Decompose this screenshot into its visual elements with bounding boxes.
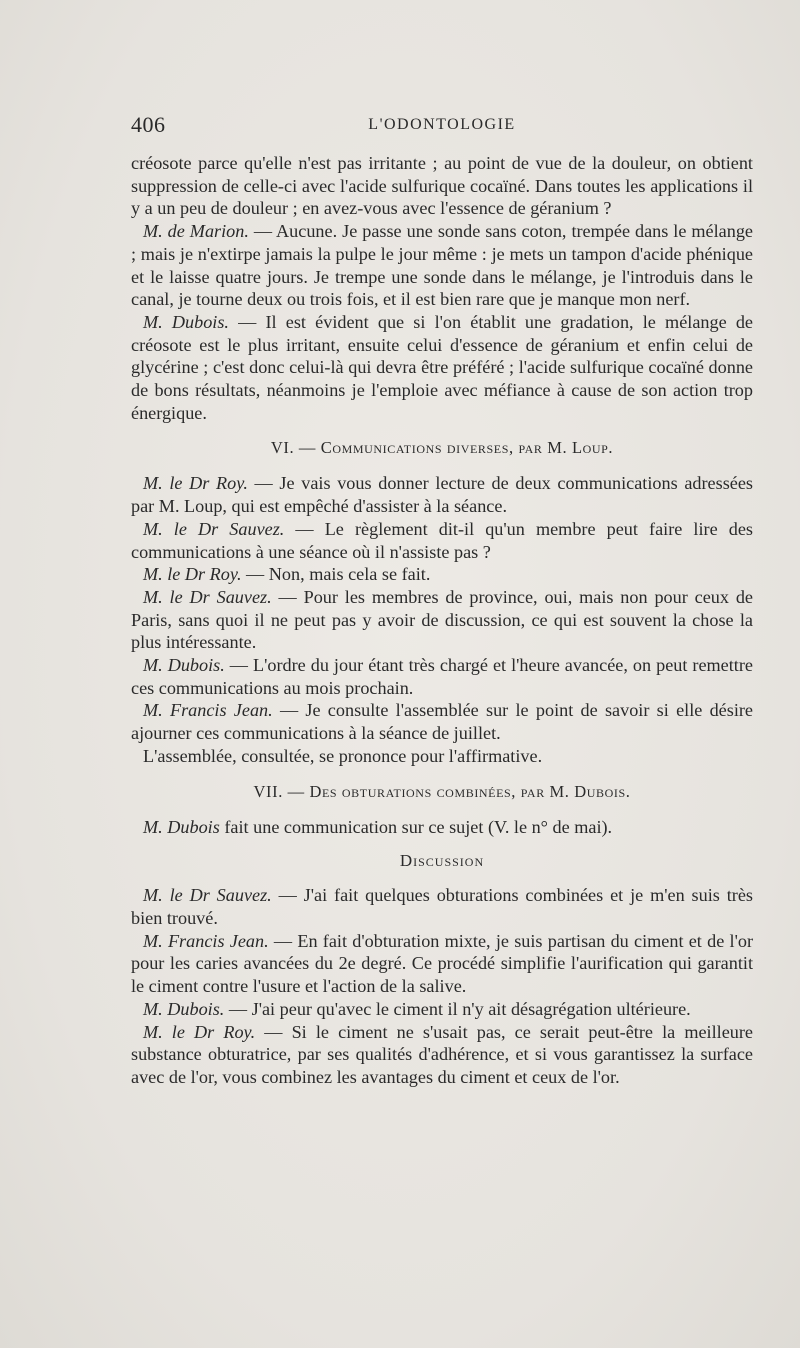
speaker-name: M. de Marion. xyxy=(143,221,249,242)
speaker-name: M. le Dr Roy. xyxy=(143,564,242,585)
paragraph xyxy=(131,1021,753,1089)
discussion-heading: Discussion xyxy=(399,851,485,871)
paragraph xyxy=(131,998,753,1021)
paragraph-text: — Si le ciment ne s'usait pas, ce serait peut-être la meilleure substance obturatrice, par ses qualités d'adhérence, et si vous garantissez la surface avec de l'or, vous combinez les avantages du ciment et ceux de l'or. xyxy=(131,1021,753,1087)
paragraph-text: — Aucune. Je passe une sonde sans coton, trempée dans le mélange ; mais je n'extirpe jamais la pulpe le jour même : je mets un tampon d'acide phénique et le laisse quatre jours. Je trempe une sonde dans le mélange, je l'introduis dans le canal, je tourne deux ou trois fois, et il est bien rare que je manque mon nerf. xyxy=(131,221,753,310)
paragraph xyxy=(131,816,753,839)
paragraph-text: — Il est évident que si l'on établit une gradation, le mélange de créosote est le plus irritant, ensuite celui d'essence de géranium et enfin celui de glycérine ; c'est donc celui-là qui devra être préféré ; l'acide sulfurique cocaïné donne de bons résultats, néanmoins je l'emploie avec méfiance à cause de son action trop énergique. xyxy=(131,311,753,423)
speaker-name: M. le Dr Sauvez. xyxy=(143,518,285,539)
page-content xyxy=(131,112,753,1089)
paragraph xyxy=(131,884,753,929)
speaker-name: M. le Dr Roy. xyxy=(143,473,248,494)
paragraph-text: — Le règlement dit-il qu'un membre peut faire lire des communications à une séance où il n'assiste pas ? xyxy=(131,518,753,562)
paragraph xyxy=(131,152,753,220)
paragraph-text: — L'ordre du jour étant très chargé et l'heure avancée, on peut remettre ces communications au mois prochain. xyxy=(131,655,753,698)
paragraph xyxy=(131,563,753,586)
paragraph-text: L'assemblée, consultée, se prononce pour l'affirmative. xyxy=(143,745,543,766)
paragraph xyxy=(131,699,753,744)
paragraph xyxy=(131,586,753,654)
section-heading-vi: VI. — Communications diverses, par M. Loup. xyxy=(270,438,614,458)
speaker-name: M. Dubois. xyxy=(143,655,225,676)
speaker-name: M. Francis Jean. xyxy=(143,930,269,951)
paragraph-text: fait une communication sur ce sujet (V. le n° de mai). xyxy=(219,816,613,837)
paragraph-text: — Je consulte l'assemblée sur le point de savoir si elle désire ajourner ces communications à la séance de juillet. xyxy=(131,700,754,744)
paragraph-text: — Pour les membres de province, oui, mais non pour ceux de Paris, sans quoi il ne peut pas y avoir de discussion, ce qui est souvent la chose la plus intéressante. xyxy=(131,586,753,653)
paragraph-text: — En fait d'obturation mixte, je suis partisan du ciment et de l'or pour les caries avancées du 2e degré. Ce procédé simplifie l'aurification qui garantit le ciment contre l'usure et l'action de la salive. xyxy=(131,930,753,997)
paragraph-text: — J'ai peur qu'avec le ciment il n'y ait désagrégation ultérieure. xyxy=(224,998,691,1019)
paragraph-text: créosote parce qu'elle n'est pas irritante ; au point de vue de la douleur, on obtient suppression de celle-ci avec l'acide sulfurique cocaïné. Dans toutes les applications il y a un peu de douleur ; en avez-vous avec l'essence de géranium ? xyxy=(131,153,753,219)
speaker-name: M. le Dr Sauvez. xyxy=(143,885,272,906)
paragraph xyxy=(131,220,753,311)
paragraph xyxy=(131,745,753,768)
section-heading-vii: VII. — Des obturations combinées, par M. Dubois. xyxy=(253,781,631,801)
speaker-name: M. Dubois xyxy=(143,816,220,837)
paragraph xyxy=(131,311,753,425)
paragraph xyxy=(131,654,753,699)
speaker-name: M. Francis Jean. xyxy=(143,700,273,721)
speaker-name: M. le Dr Sauvez. xyxy=(143,586,272,607)
speaker-name: M. le Dr Roy. xyxy=(143,1021,256,1042)
speaker-name: M. Dubois. xyxy=(143,311,229,332)
paragraph xyxy=(131,930,753,998)
paragraph xyxy=(131,518,753,563)
paragraph-text: — J'ai fait quelques obturations combinées et je m'en suis très bien trouvé. xyxy=(131,885,753,928)
speaker-name: M. Dubois. xyxy=(143,998,225,1019)
paragraph-text: — Je vais vous donner lecture de deux communications adressées par M. Loup, qui est empêché d'assister à la séance. xyxy=(131,473,753,517)
page-number: 406 xyxy=(131,112,166,137)
running-title: L'ODONTOLOGIE xyxy=(368,116,516,133)
page-header xyxy=(131,112,753,152)
paragraph xyxy=(131,472,753,517)
paragraph-text: — Non, mais cela se fait. xyxy=(241,564,431,585)
